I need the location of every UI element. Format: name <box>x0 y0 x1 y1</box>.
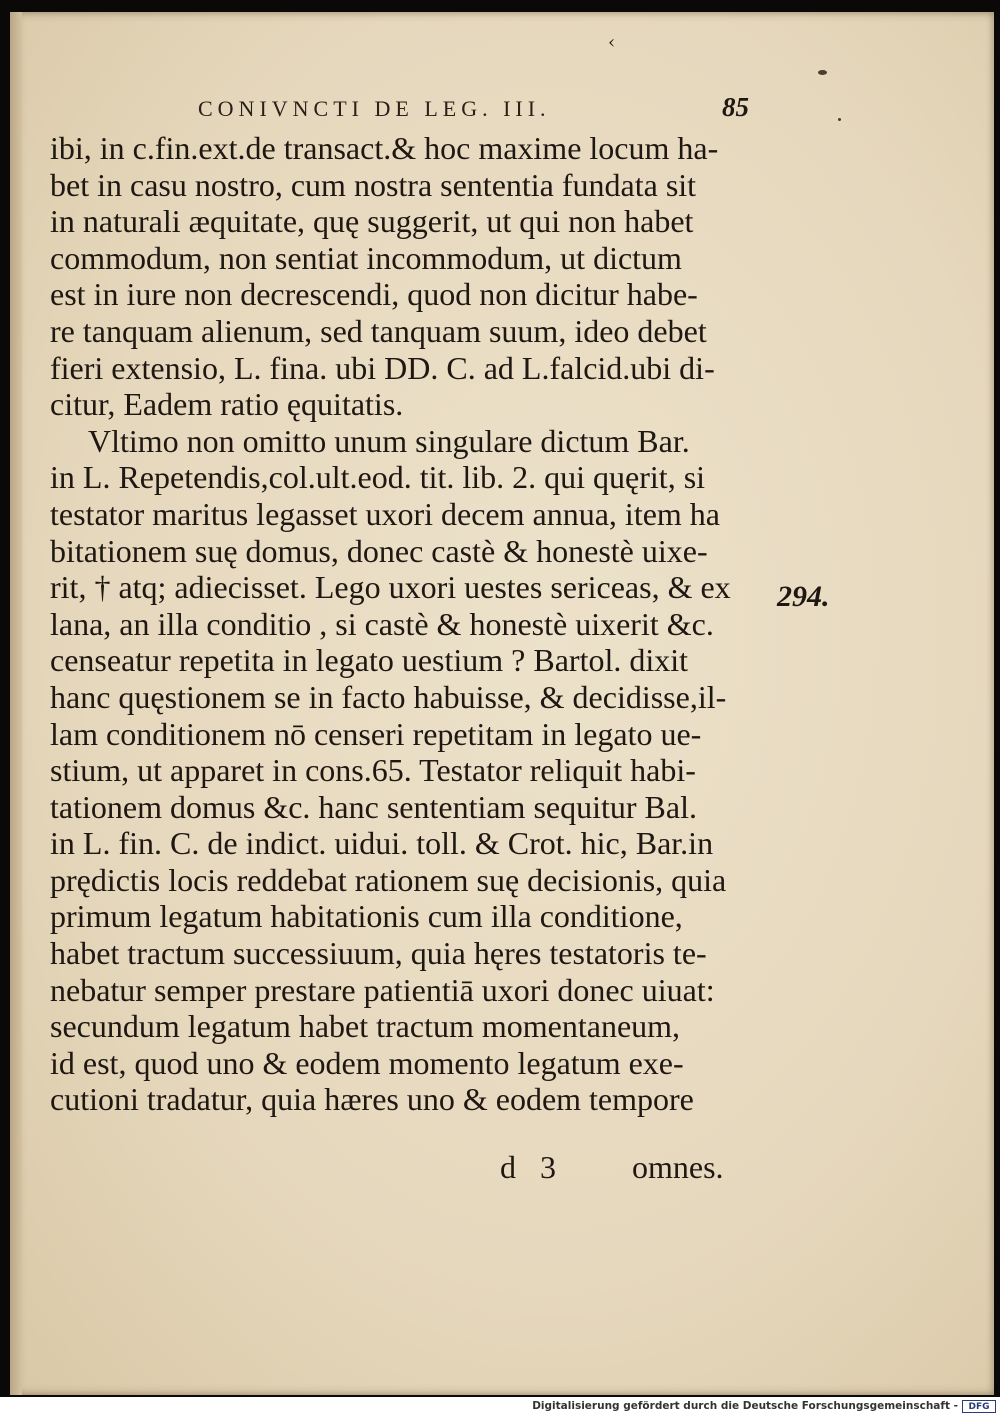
body-text <box>50 130 776 1118</box>
text-line: in L. Repetendis,col.ult.eod. tit. lib. 2. qui quęrit, si <box>50 459 706 496</box>
text-line: tationem domus &c. hanc sententiam sequitur Bal. <box>50 788 697 825</box>
text-line: stium, ut apparet in cons.65. Testator reliquit habi- <box>50 752 696 789</box>
text-line: primum legatum habitationis cum illa conditione, <box>50 898 683 935</box>
book-page <box>10 12 994 1395</box>
text-line: nebatur semper prestare patientiā uxori donec uiuat: <box>50 971 715 1008</box>
text-line: in L. fin. C. de indict. uidui. toll. & Crot. hic, Bar.in <box>50 825 714 862</box>
footer-credit: Digitalisierung gefördert durch die Deutsche Forschungsgemeinschaft - <box>532 1400 958 1412</box>
ink-speck <box>818 70 827 75</box>
text-line: est in iure non decrescendi, quod non dicitur habe- <box>50 276 698 313</box>
digitization-footer <box>0 1397 1000 1417</box>
text-line: commodum, non sentiat incommodum, ut dictum <box>50 239 682 276</box>
text-line: fieri extensio, L. fina. ubi DD. C. ad L.falcid.ubi di- <box>50 349 715 386</box>
text-line: id est, quod uno & eodem momento legatum exe- <box>50 1044 684 1081</box>
margin-note: 294. <box>777 580 830 613</box>
text-line: bet in casu nostro, cum nostra sententia fundata sit <box>50 166 697 203</box>
dfg-logo: DFG <box>962 1400 996 1413</box>
catchword: omnes. <box>632 1149 724 1185</box>
signature-mark: d 3 <box>500 1149 556 1185</box>
text-line: hanc quęstionem se in facto habuisse, & decidisse,il- <box>50 678 727 715</box>
text-line: secundum legatum habet tractum momentaneum, <box>50 1008 681 1045</box>
text-line: rit, † atq; adiecisset. Lego uxori uestes sericeas, & ex <box>50 569 731 606</box>
text-line: re tanquam alienum, sed tanquam suum, ideo debet <box>50 312 707 349</box>
text-line: lam conditionem nō censeri repetitam in legato ue- <box>50 715 702 752</box>
text-line-paragraph-start: Vltimo non omitto unum singulare dictum Bar. <box>88 422 690 459</box>
running-head: CONIVNCTI DE LEG. III. <box>198 96 551 121</box>
text-line: habet tractum successiuum, quia hęres testatoris te- <box>50 935 707 972</box>
text-line: lana, an illa conditio , si castè & honestè uixerit &c. <box>50 605 714 642</box>
text-line: censeatur repetita in legato uestium ? Bartol. dixit <box>50 642 689 679</box>
text-line: in naturali æquitate, quę suggerit, ut qui non habet <box>50 203 694 240</box>
ink-speck <box>838 118 841 121</box>
top-mark: ‹ <box>608 32 616 53</box>
text-line: bitationem suę domus, donec castè & honestè uixe- <box>50 532 708 569</box>
text-line: citur, Eadem ratio ęquitatis. <box>50 386 404 423</box>
text-line: testator maritus legasset uxori decem annua, item ha <box>50 495 720 532</box>
text-line: cutioni tradatur, quia hæres uno & eodem tempore <box>50 1081 694 1118</box>
page-gutter-edge <box>10 12 22 1395</box>
folio-number: 85 <box>722 92 749 122</box>
text-line: ibi, in c.fin.ext.de transact.& hoc maxime locum ha- <box>50 130 719 166</box>
text-line: prędictis locis reddebat rationem suę decisionis, quia <box>50 861 727 898</box>
